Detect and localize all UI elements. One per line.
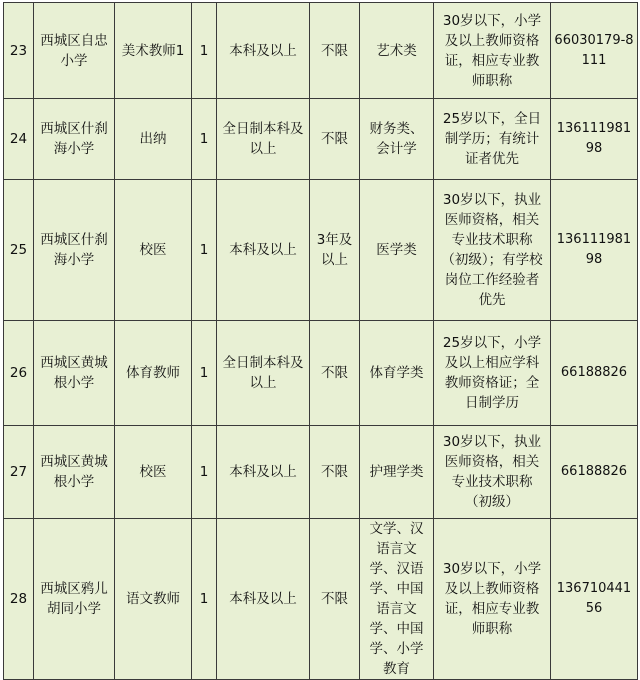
position-count: 1	[192, 321, 217, 426]
table-row	[4, 99, 638, 180]
major-requirement: 体育学类	[360, 321, 434, 426]
education-requirement: 全日制本科及以上	[217, 321, 310, 426]
position-name: 美术教师1	[115, 3, 192, 99]
other-requirements: 30岁以下，执业医师资格，相关专业技术职称（初级）；有学校岗位工作经验者优先	[434, 180, 551, 321]
school-name: 西城区黄城根小学	[34, 321, 115, 426]
other-requirements: 30岁以下，执业医师资格，相关专业技术职称（初级）	[434, 426, 551, 519]
recruitment-table	[3, 2, 638, 680]
contact-phone: 13671044156	[551, 519, 638, 680]
position-name: 出纳	[115, 99, 192, 180]
table-row	[4, 426, 638, 519]
position-count: 1	[192, 519, 217, 680]
other-requirements: 30岁以下，小学及以上教师资格证，相应专业教师职称	[434, 519, 551, 680]
education-requirement: 本科及以上	[217, 3, 310, 99]
experience-requirement: 3年及以上	[310, 180, 360, 321]
position-name: 校医	[115, 426, 192, 519]
education-requirement: 本科及以上	[217, 426, 310, 519]
school-name: 西城区黄城根小学	[34, 426, 115, 519]
row-number: 26	[4, 321, 34, 426]
position-count: 1	[192, 426, 217, 519]
major-requirement: 护理学类	[360, 426, 434, 519]
contact-phone: 66030179-8111	[551, 3, 638, 99]
position-name: 体育教师	[115, 321, 192, 426]
table-row	[4, 519, 638, 680]
row-number: 28	[4, 519, 34, 680]
position-name: 语文教师	[115, 519, 192, 680]
contact-phone: 66188826	[551, 426, 638, 519]
school-name: 西城区自忠小学	[34, 3, 115, 99]
education-requirement: 本科及以上	[217, 180, 310, 321]
position-count: 1	[192, 3, 217, 99]
position-count: 1	[192, 99, 217, 180]
experience-requirement: 不限	[310, 321, 360, 426]
other-requirements: 25岁以下，小学及以上相应学科教师资格证；全日制学历	[434, 321, 551, 426]
school-name: 西城区鸦儿胡同小学	[34, 519, 115, 680]
table-row	[4, 180, 638, 321]
other-requirements: 25岁以下，全日制学历；有统计证者优先	[434, 99, 551, 180]
row-number: 24	[4, 99, 34, 180]
experience-requirement: 不限	[310, 99, 360, 180]
contact-phone: 13611198198	[551, 180, 638, 321]
school-name: 西城区什刹海小学	[34, 99, 115, 180]
table-row	[4, 321, 638, 426]
school-name: 西城区什刹海小学	[34, 180, 115, 321]
row-number: 25	[4, 180, 34, 321]
row-number: 27	[4, 426, 34, 519]
table-row	[4, 3, 638, 99]
contact-phone: 13611198198	[551, 99, 638, 180]
major-requirement: 财务类、会计学	[360, 99, 434, 180]
other-requirements: 30岁以下，小学及以上教师资格证，相应专业教师职称	[434, 3, 551, 99]
major-requirement: 艺术类	[360, 3, 434, 99]
position-name: 校医	[115, 180, 192, 321]
education-requirement: 本科及以上	[217, 519, 310, 680]
position-count: 1	[192, 180, 217, 321]
experience-requirement: 不限	[310, 519, 360, 680]
education-requirement: 全日制本科及以上	[217, 99, 310, 180]
experience-requirement: 不限	[310, 3, 360, 99]
major-requirement: 医学类	[360, 180, 434, 321]
major-requirement: 文学、汉语言文学、汉语学、中国语言文学、中国学、小学教育	[360, 519, 434, 680]
contact-phone: 66188826	[551, 321, 638, 426]
experience-requirement: 不限	[310, 426, 360, 519]
row-number: 23	[4, 3, 34, 99]
